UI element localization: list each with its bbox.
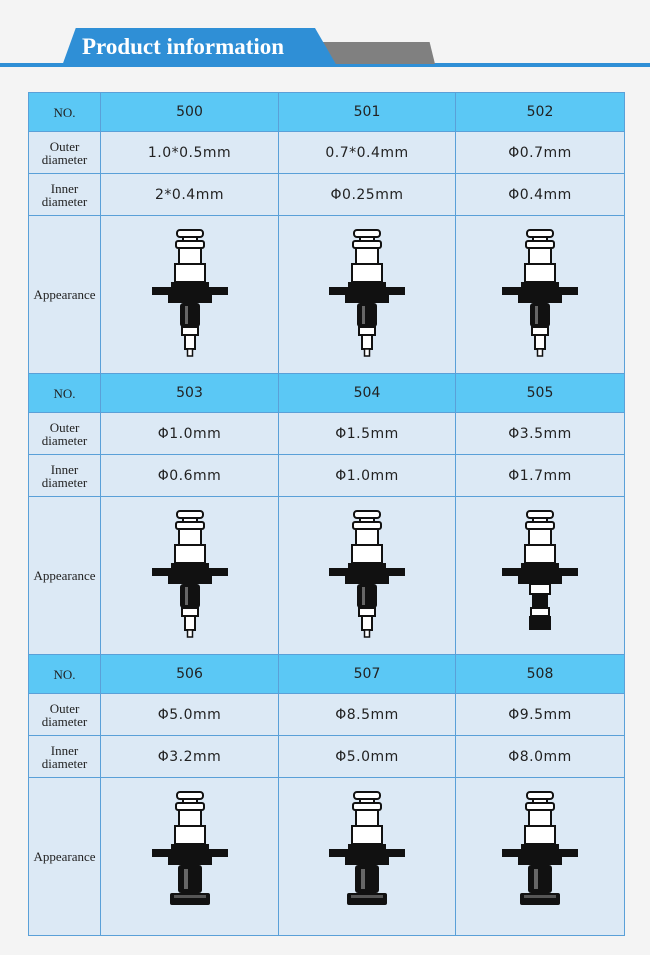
row-appearance [29,497,625,655]
product-spec-table [28,92,625,936]
row-outer-diameter [29,413,625,455]
label-no: NO. [29,374,101,413]
label-inner-diameter: Inner diameter [29,174,101,216]
nozzle-thin-icon [140,508,240,643]
label-appearance: Appearance [29,497,101,655]
appearance-cell [456,497,625,655]
outer-diameter-value: Φ8.5mm [279,694,456,736]
outer-diameter-value: 1.0*0.5mm [101,132,279,174]
inner-diameter-value: Φ0.4mm [456,174,625,216]
inner-diameter-value: Φ0.6mm [101,455,279,497]
inner-diameter-value: Φ3.2mm [101,736,279,778]
row-number [29,655,625,694]
model-number: 501 [279,93,456,132]
nozzle-thin-icon [317,227,417,362]
label-no: NO. [29,93,101,132]
outer-diameter-value: 0.7*0.4mm [279,132,456,174]
model-number: 500 [101,93,279,132]
label-appearance: Appearance [29,778,101,936]
row-outer-diameter [29,132,625,174]
model-number: 508 [456,655,625,694]
label-inner-diameter: Inner diameter [29,736,101,778]
row-number [29,93,625,132]
inner-diameter-value: 2*0.4mm [101,174,279,216]
section-header [0,0,650,72]
appearance-cell [279,778,456,936]
appearance-cell [101,778,279,936]
inner-diameter-value: Φ1.0mm [279,455,456,497]
appearance-cell [279,216,456,374]
nozzle-thin-icon [490,227,590,362]
nozzle-block-icon [490,508,590,643]
appearance-cell [279,497,456,655]
model-number: 502 [456,93,625,132]
nozzle-wide-icon [490,789,590,924]
inner-diameter-value: Φ0.25mm [279,174,456,216]
row-inner-diameter [29,455,625,497]
label-appearance: Appearance [29,216,101,374]
outer-diameter-value: Φ3.5mm [456,413,625,455]
nozzle-wide-icon [317,789,417,924]
appearance-cell [101,216,279,374]
inner-diameter-value: Φ1.7mm [456,455,625,497]
row-outer-diameter [29,694,625,736]
outer-diameter-value: Φ1.5mm [279,413,456,455]
model-number: 503 [101,374,279,413]
label-inner-diameter: Inner diameter [29,455,101,497]
appearance-cell [456,216,625,374]
outer-diameter-value: Φ0.7mm [456,132,625,174]
label-outer-diameter: Outer diameter [29,694,101,736]
outer-diameter-value: Φ9.5mm [456,694,625,736]
appearance-cell [456,778,625,936]
nozzle-thin-icon [317,508,417,643]
outer-diameter-value: Φ5.0mm [101,694,279,736]
model-number: 506 [101,655,279,694]
label-outer-diameter: Outer diameter [29,413,101,455]
row-appearance [29,216,625,374]
row-appearance [29,778,625,936]
appearance-cell [101,497,279,655]
row-number [29,374,625,413]
model-number: 507 [279,655,456,694]
inner-diameter-value: Φ8.0mm [456,736,625,778]
model-number: 504 [279,374,456,413]
inner-diameter-value: Φ5.0mm [279,736,456,778]
model-number: 505 [456,374,625,413]
outer-diameter-value: Φ1.0mm [101,413,279,455]
label-no: NO. [29,655,101,694]
nozzle-thin-icon [140,227,240,362]
row-inner-diameter [29,736,625,778]
page-title: Product information [82,34,285,59]
nozzle-wide-icon [140,789,240,924]
row-inner-diameter [29,174,625,216]
label-outer-diameter: Outer diameter [29,132,101,174]
